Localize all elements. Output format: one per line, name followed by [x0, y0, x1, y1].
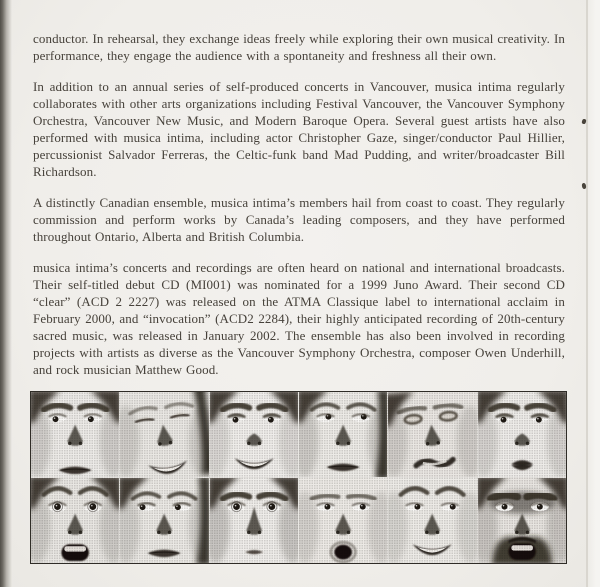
face-photo — [31, 392, 119, 477]
page-right-edge — [586, 0, 600, 587]
face-r1c1 — [31, 392, 119, 477]
face-r1c2 — [120, 392, 208, 477]
biography-text — [33, 30, 565, 378]
face-r2c1 — [31, 478, 119, 563]
face-r1c4 — [299, 392, 387, 477]
face-r2c3 — [210, 478, 298, 563]
face-photo — [210, 478, 298, 563]
paragraph-1: conductor. In rehearsal, they exchange ideas freely while exploring their own musical creativity. In performance, they engage the audience with a spontaneity and freshness all their own. — [33, 31, 565, 63]
page-right-edge-line — [586, 0, 588, 587]
face-r2c2 — [120, 478, 208, 563]
face-photo — [120, 392, 208, 477]
paragraph-2: In addition to an annual series of self-produced concerts in Vancouver, musica intima regularly collaborates with other arts organizations including Festival Vancouver, the Vancouver Symphony Orchestra, Vancouver New Music, and Modern Baroque Opera. Several guest artists have also performed with musica intima, including actor Christopher Gaze, singer/conductor Paul Hillier, percussionist Salvador Ferreras, the Celtic-funk band Mad Pudding, and writer/broadcaster Bill Richardson. — [33, 79, 565, 179]
face-photo — [388, 392, 476, 477]
face-collage-grid — [31, 392, 566, 563]
face-r1c3 — [210, 392, 298, 477]
face-r2c5 — [388, 478, 476, 563]
face-r2c4 — [299, 478, 387, 563]
face-photo — [31, 478, 119, 563]
face-photo — [120, 478, 208, 563]
paragraph-4: musica intima’s concerts and recordings are often heard on national and international broadcasts. Their self-titled debut CD (MI001) was nominated for a 1999 Juno Award. Their second CD “clear” (ACD 2 2227) was released on the ATMA Classique label to international acclaim in February 2000, and “invocation” (ACD2 2284), their highly anticipated recording of 20th-century sacred music, was released in January 2002. The ensemble has also been involved in recording projects with artists as diverse as the Vancouver Symphony Orchestra, composer Owen Underhill, and rock musician Matthew Good. — [33, 260, 565, 377]
face-photo — [299, 478, 387, 563]
face-r2c6 — [478, 478, 566, 563]
face-r1c5 — [388, 392, 476, 477]
face-photo — [299, 392, 387, 477]
paragraph-3: A distinctly Canadian ensemble, musica intima’s members hail from coast to coast. They regularly commission and perform works by Canada’s leading composers, and they have performed throughout Ontario, Alberta and British Columbia. — [33, 195, 565, 244]
face-photo — [478, 392, 566, 477]
face-photo — [478, 478, 566, 563]
face-collage — [30, 391, 567, 564]
face-photo — [210, 392, 298, 477]
face-photo — [388, 478, 476, 563]
face-r1c6 — [478, 392, 566, 477]
page-gutter-shadow — [0, 0, 12, 587]
